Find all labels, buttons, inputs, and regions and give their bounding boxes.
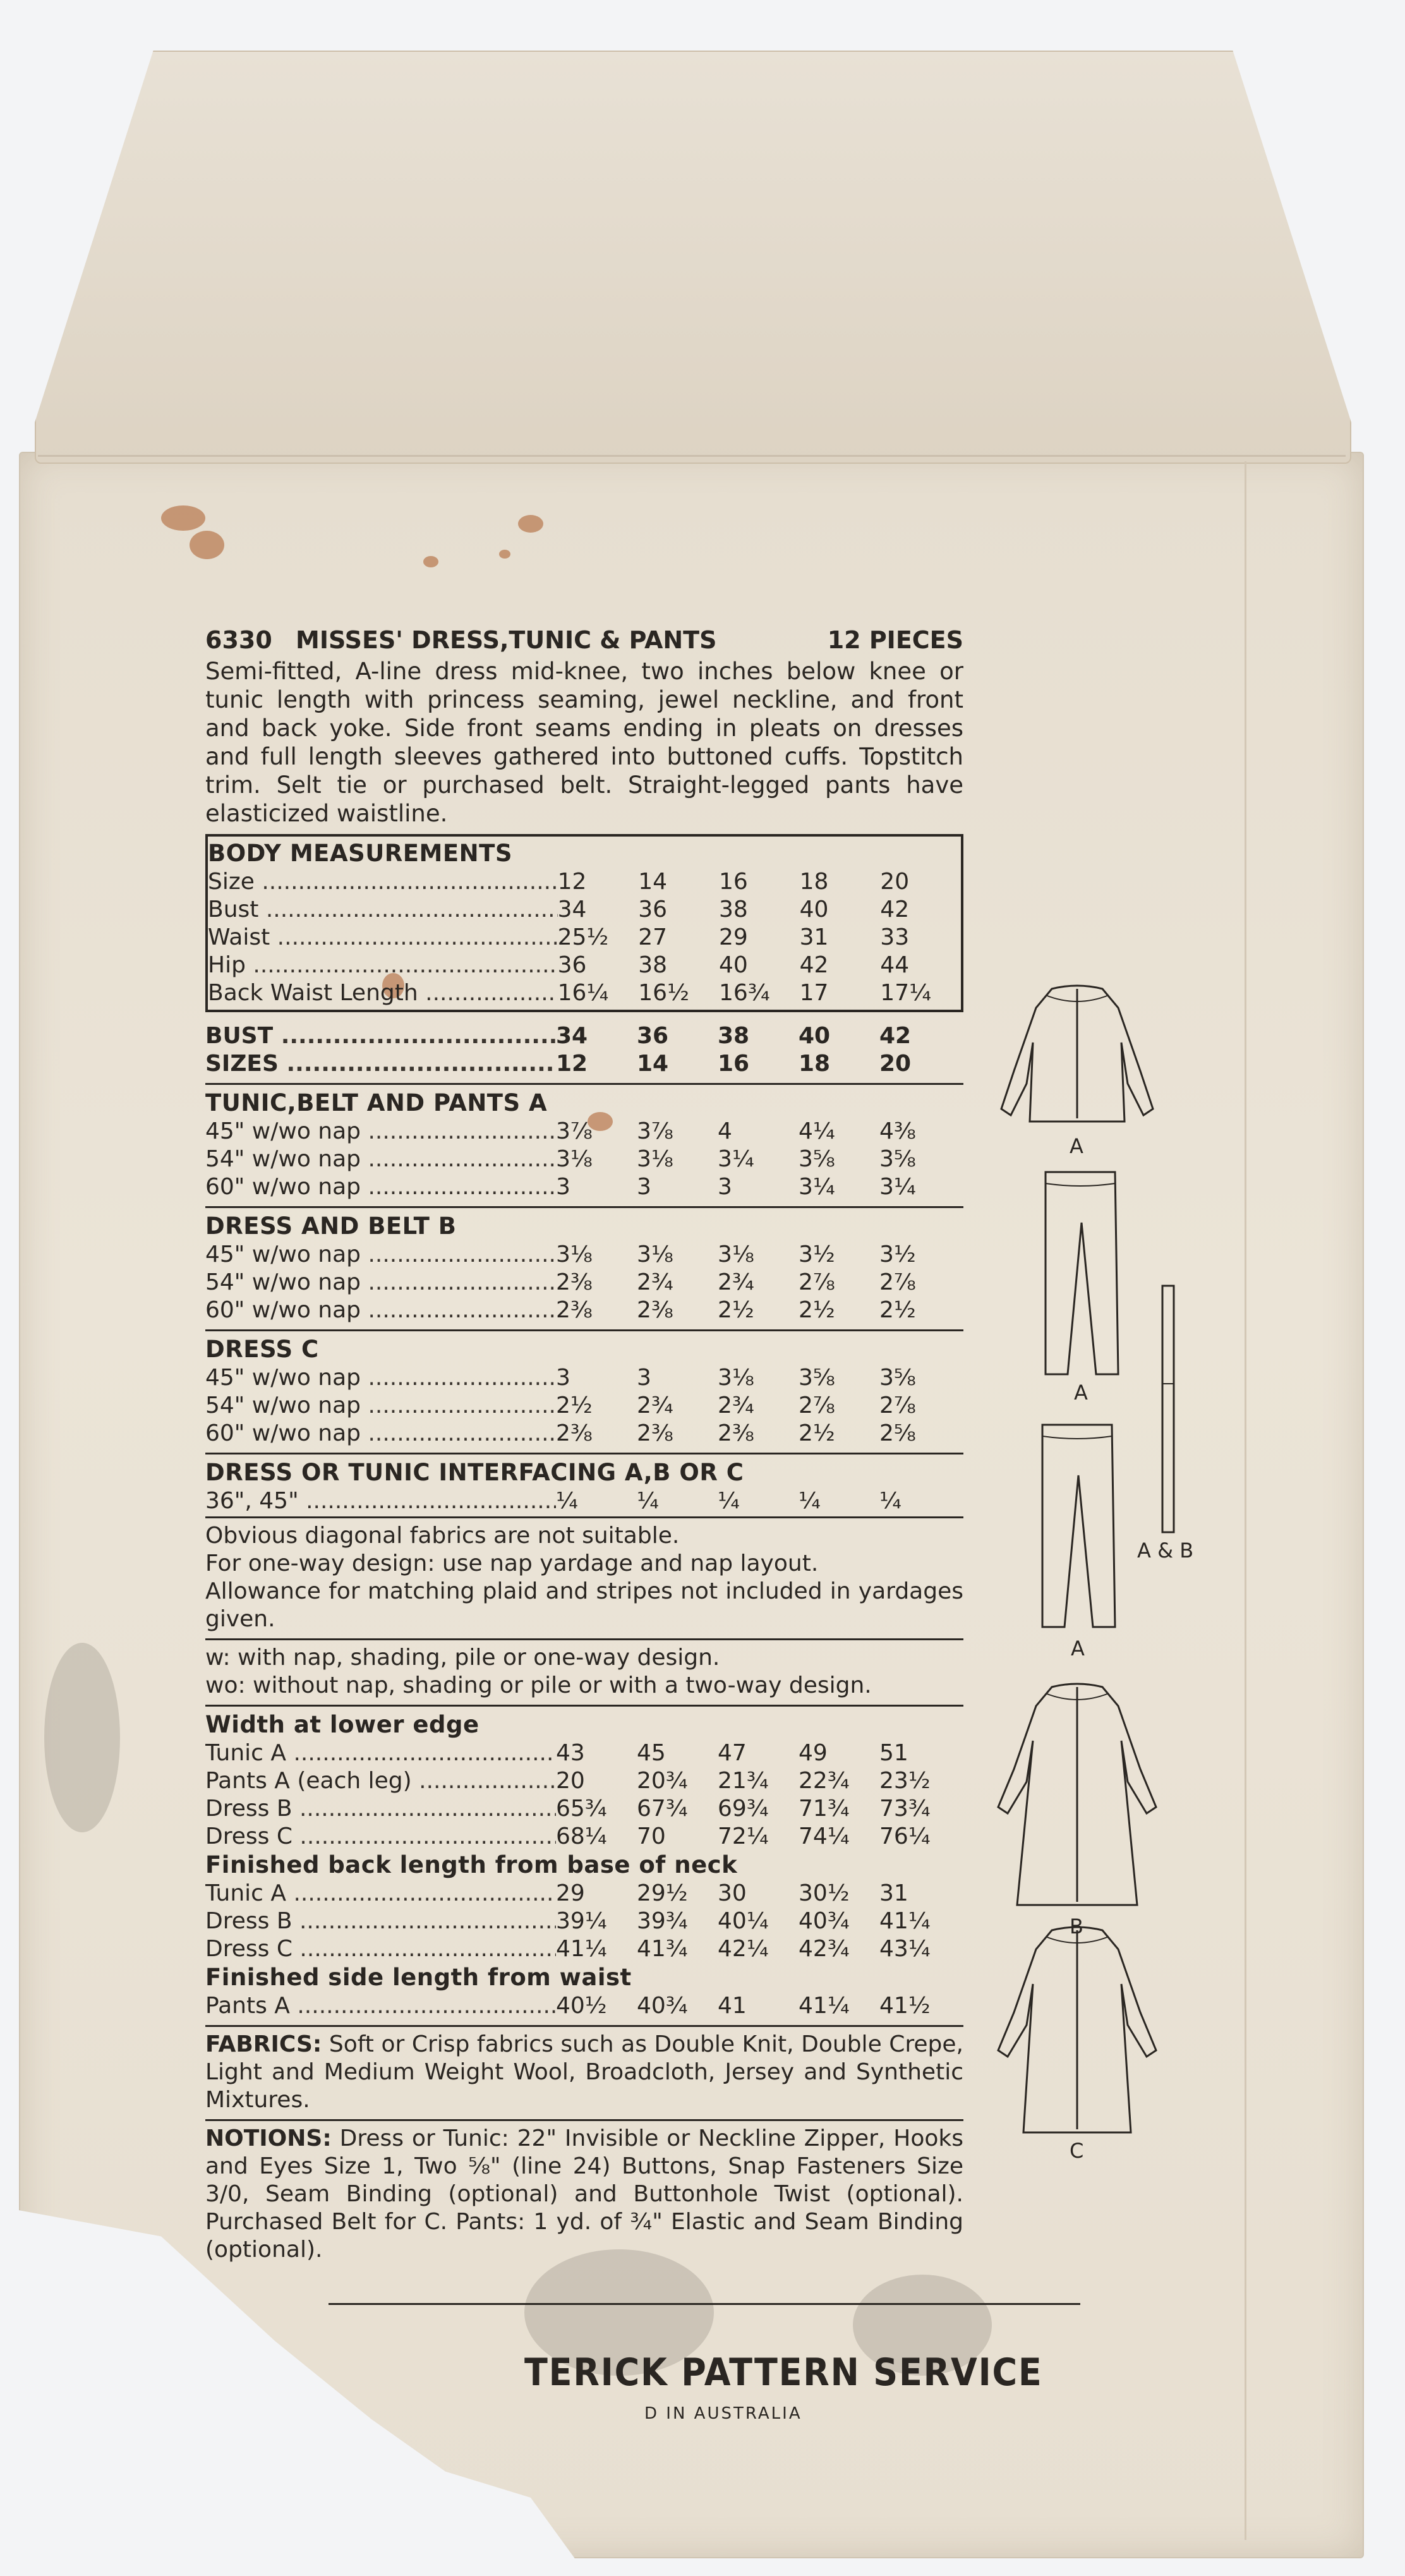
measurement-row-label: Size .....	[208, 868, 558, 897]
width-row-value: 67¾	[637, 1796, 688, 1822]
bust-size-row-value: 38	[718, 1023, 750, 1049]
measurement-row-value: 44	[880, 952, 910, 978]
back-length-row-value: 42¾	[799, 1936, 850, 1962]
side-length-title: Finished side length from waist	[205, 1964, 632, 1991]
pattern-title: MISSES' DRESS,TUNIC & PANTS	[296, 626, 717, 654]
back-length-row-value: 39¼	[556, 1908, 607, 1934]
bust-size-row	[205, 1050, 963, 1078]
width-row-value: 73¾	[879, 1796, 931, 1822]
plaid-note: Allowance for matching plaid and stripes not included in yardages given.	[205, 1578, 963, 1632]
yardage-row-value: 2⅜	[556, 1297, 593, 1323]
flap-crease	[38, 455, 1346, 457]
back-length-row-label: Dress B .....	[205, 1907, 556, 1936]
measurement-row-value: 16¼	[557, 980, 609, 1006]
yardage-row-value: 3⅛	[556, 1242, 593, 1267]
yardage-row-label: 60" w/wo nap .....	[205, 1173, 556, 1202]
yardage-row-value: 2½	[799, 1297, 835, 1323]
back-length-row-value: 30½	[799, 1880, 850, 1906]
back-length-row-value: 41¼	[879, 1908, 931, 1934]
width-row-value: 47	[718, 1740, 747, 1766]
figure-label: C	[1070, 2139, 1084, 2163]
divider	[205, 1083, 963, 1085]
yardage-row-label: 54" w/wo nap .....	[205, 1145, 556, 1174]
measurement-row-value: 40	[799, 897, 829, 922]
fabrics-body: Soft or Crisp fabrics such as Double Knit, Double Crepe, Light and Medium Weight Wool, Broadcloth, Jersey and Synthetic Mixtures.	[205, 2031, 963, 2113]
width-row-value: 76¼	[879, 1823, 931, 1849]
brand-name: TERICK PATTERN SERVICE	[524, 2350, 1043, 2395]
measurement-row-value: 42	[799, 952, 829, 978]
back-length-row-label: Dress C .....	[205, 1935, 556, 1964]
yardage-section-title: DRESS AND BELT B	[205, 1212, 457, 1240]
measurement-row-value: 18	[799, 869, 829, 895]
bust-size-row-value: 40	[799, 1023, 831, 1049]
side-length-row	[205, 1992, 963, 2020]
side-seam	[1245, 461, 1246, 2540]
figure-label: A & B	[1137, 1539, 1194, 1563]
yardage-row-value: 2¾	[637, 1269, 673, 1295]
divider	[205, 1453, 963, 1454]
yardage-row	[205, 1241, 963, 1269]
side-length-row-value: 41	[718, 1993, 747, 2019]
grime-stain	[44, 1643, 120, 1832]
dress-b-back-drawing	[982, 1681, 1172, 1914]
back-length-row-value: 41¾	[637, 1936, 688, 1962]
belt-drawing	[1159, 1283, 1178, 1535]
bust-size-row-value: 16	[718, 1051, 750, 1077]
side-length-row-value: 41¼	[799, 1993, 850, 2019]
measurement-row-value: 20	[880, 869, 910, 895]
yardage-row-value: 2¾	[718, 1269, 754, 1295]
notions-label: NOTIONS:	[205, 2126, 332, 2151]
divider	[205, 2025, 963, 2027]
bust-size-row-value: 34	[556, 1023, 588, 1049]
yardage-row-value: 2⅝	[879, 1420, 916, 1446]
measurement-row-label: Back Waist Length .....	[208, 979, 558, 1008]
yardage-row-label: 60" w/wo nap .....	[205, 1419, 556, 1448]
back-length-row-value: 43¼	[879, 1936, 931, 1962]
width-row-value: 45	[637, 1740, 666, 1766]
measurement-row	[208, 896, 961, 924]
yardage-row-label: 54" w/wo nap .....	[205, 1391, 556, 1420]
yardage-row-value: ¼	[799, 1488, 821, 1514]
side-length-row-label: Pants A .....	[205, 1992, 556, 2021]
width-row-value: 65¾	[556, 1796, 607, 1822]
back-length-row-value: 39¾	[637, 1908, 688, 1934]
measurement-row-value: 40	[718, 952, 748, 978]
measurement-row-value: 17	[799, 980, 829, 1006]
yardage-row	[205, 1173, 963, 1201]
side-length-row-value: 40½	[556, 1993, 607, 2019]
yardage-row-value: 3⅞	[556, 1118, 593, 1144]
measurement-row-value: 14	[638, 869, 668, 895]
rust-stain	[423, 556, 438, 567]
yardage-row-value: 2⅞	[879, 1393, 916, 1418]
back-length-row	[205, 1935, 963, 1963]
width-row-value: 74¼	[799, 1823, 850, 1849]
measurement-row-label: Hip .....	[208, 951, 558, 980]
divider	[205, 1638, 963, 1640]
yardage-row-value: 2⅞	[799, 1393, 835, 1418]
yardage-row-label: 45" w/wo nap .....	[205, 1240, 556, 1269]
width-row-value: 20	[556, 1768, 585, 1794]
yardage-row-value: ¼	[637, 1488, 659, 1514]
yardage-row-value: 3⅛	[637, 1146, 673, 1172]
yardage-row-value: 3⅝	[879, 1146, 916, 1172]
yardage-row-value: 4¼	[799, 1118, 835, 1144]
yardage-row-value: 4	[718, 1118, 732, 1144]
yardage-row-value: 2⅞	[879, 1269, 916, 1295]
bust-size-row-label: SIZES .....	[205, 1049, 556, 1079]
measurement-row	[208, 868, 961, 896]
divider	[205, 1516, 963, 1518]
pants-a-drawing-2	[1033, 1418, 1121, 1633]
measurement-row-value: 17¼	[880, 980, 931, 1006]
yardage-row	[205, 1392, 963, 1420]
bust-size-row	[205, 1022, 963, 1050]
yardage-row-value: ¼	[879, 1488, 901, 1514]
yardage-row-value: 3⅛	[718, 1242, 754, 1267]
width-row-value: 70	[637, 1823, 666, 1849]
bust-size-row-label: BUST .....	[205, 1022, 556, 1051]
yardage-row-label: 54" w/wo nap .....	[205, 1268, 556, 1297]
yardage-row-value: 3½	[799, 1242, 835, 1267]
yardage-row-value: 2⅜	[556, 1269, 593, 1295]
yardage-section-title: DRESS C	[205, 1336, 319, 1363]
yardage-row	[205, 1118, 963, 1146]
back-length-row-value: 41¼	[556, 1936, 607, 1962]
fabric-note: Obvious diagonal fabrics are not suitable.	[205, 1523, 680, 1549]
side-length-row-value: 40¾	[637, 1993, 688, 2019]
measurement-row-label: Bust .....	[208, 895, 558, 924]
width-row-value: 43	[556, 1740, 585, 1766]
notions-text	[205, 2125, 963, 2264]
back-length-row-value: 40¾	[799, 1908, 850, 1934]
yardage-row-value: 2¾	[637, 1393, 673, 1418]
width-row-value: 68¼	[556, 1823, 607, 1849]
width-row-value: 21¾	[718, 1768, 769, 1794]
measurement-row-value: 27	[638, 924, 668, 950]
yardage-row-value: 3	[637, 1365, 651, 1391]
back-length-row-value: 29	[556, 1880, 585, 1906]
yardage-section-title: DRESS OR TUNIC INTERFACING A,B OR C	[205, 1459, 744, 1486]
measurement-row-value: 12	[557, 869, 587, 895]
yardage-row-value: 2⅜	[637, 1420, 673, 1446]
bust-size-row-value: 12	[556, 1051, 588, 1077]
yardage-row-value: 4⅜	[879, 1118, 916, 1144]
pattern-header	[205, 626, 963, 655]
yardage-row-value: 2⅜	[637, 1297, 673, 1323]
back-length-row-value: 42¼	[718, 1936, 769, 1962]
measurement-row-value: 38	[638, 952, 668, 978]
yardage-row-value: 2½	[879, 1297, 916, 1323]
back-length-row-label: Tunic A .....	[205, 1879, 556, 1908]
rust-stain	[190, 531, 224, 559]
width-row-label: Tunic A .....	[205, 1739, 556, 1768]
pattern-pieces: 12 PIECES	[827, 626, 963, 654]
measurement-row-value: 31	[799, 924, 829, 950]
measurement-row	[208, 979, 961, 1007]
yardage-row-value: 2½	[799, 1420, 835, 1446]
measurement-row-value: 36	[557, 952, 587, 978]
yardage-row-value: 3	[718, 1174, 732, 1200]
yardage-row-value: 2⅞	[799, 1269, 835, 1295]
yardage-row-value: ¼	[718, 1488, 740, 1514]
measurement-row-value: 16¾	[718, 980, 770, 1006]
measurement-row-value: 33	[880, 924, 910, 950]
yardage-row-value: 3	[637, 1174, 651, 1200]
pattern-info	[205, 626, 963, 2264]
width-row-value: 20¾	[637, 1768, 688, 1794]
measurement-row-label: Waist .....	[208, 923, 558, 952]
yardage-row-value: 3¼	[879, 1174, 916, 1200]
yardage-row-value: 3½	[879, 1242, 916, 1267]
body-measurements-table	[205, 834, 963, 1012]
yardage-row-value: 3	[556, 1174, 570, 1200]
fabrics-label: FABRICS:	[205, 2031, 322, 2057]
yardage-section-title: TUNIC,BELT AND PANTS A	[205, 1089, 548, 1116]
back-length-row	[205, 1908, 963, 1935]
width-row-value: 51	[879, 1740, 908, 1766]
yardage-row	[205, 1487, 963, 1515]
width-row-value: 69¾	[718, 1796, 769, 1822]
figure-label: B	[1070, 1914, 1083, 1938]
measurement-row-value: 34	[557, 897, 587, 922]
body-measurements-title: BODY MEASUREMENTS	[208, 840, 512, 867]
pants-a-drawing-1	[1036, 1166, 1125, 1381]
rust-stain	[518, 515, 543, 533]
tunic-a-back-drawing	[982, 983, 1172, 1134]
yardage-row-label: 36", 45" .....	[205, 1487, 556, 1516]
divider	[205, 1206, 963, 1208]
bust-size-row-value: 36	[637, 1023, 669, 1049]
yardage-row-value: 3⅝	[799, 1365, 835, 1391]
back-length-row	[205, 1880, 963, 1908]
width-row-value: 22¾	[799, 1768, 850, 1794]
dress-c-back-drawing	[982, 1924, 1172, 2139]
measurement-row-value: 38	[718, 897, 748, 922]
back-length-row-value: 30	[718, 1880, 747, 1906]
width-row-label: Pants A (each leg) .....	[205, 1767, 556, 1796]
side-length-row-value: 41½	[879, 1993, 931, 2019]
width-lower-edge-title: Width at lower edge	[205, 1711, 479, 1738]
width-row-value: 23½	[879, 1768, 931, 1794]
yardage-row-label: 45" w/wo nap .....	[205, 1117, 556, 1146]
yardage-row	[205, 1364, 963, 1392]
divider	[205, 1329, 963, 1331]
width-row-value: 49	[799, 1740, 828, 1766]
printed-in: D IN AUSTRALIA	[644, 2404, 802, 2423]
yardage-row-value: 3⅛	[718, 1365, 754, 1391]
envelope-flap	[35, 51, 1351, 464]
divider	[205, 1705, 963, 1707]
yardage-row-value: 3¼	[799, 1174, 835, 1200]
bust-size-row-value: 14	[637, 1051, 669, 1077]
yardage-row-value: 2⅜	[556, 1420, 593, 1446]
yardage-row-value: 2⅜	[718, 1420, 754, 1446]
figure-label: A	[1071, 1636, 1085, 1660]
fabrics-text	[205, 2031, 963, 2114]
width-row	[205, 1823, 963, 1851]
yardage-row-value: 3¼	[718, 1146, 754, 1172]
measurement-row-value: 36	[638, 897, 668, 922]
width-row-label: Dress C .....	[205, 1822, 556, 1851]
back-length-row-value: 31	[879, 1880, 908, 1906]
one-way-note: For one-way design: use nap yardage and nap layout.	[205, 1551, 819, 1576]
rust-stain	[161, 505, 205, 531]
yardage-row-value: 2¾	[718, 1393, 754, 1418]
measurement-row	[208, 924, 961, 952]
measurement-row-value: 16½	[638, 980, 689, 1006]
bust-size-row-value: 42	[879, 1023, 912, 1049]
width-row	[205, 1795, 963, 1823]
notions-body: Dress or Tunic: 22" Invisible or Neckline Zipper, Hooks and Eyes Size 1, Two ⅝" (line 24) Buttons, Snap Fasteners Size 3/0, Seam Binding (optional) and Buttonhole Twist (optional). Purchased Belt for C. Pants: 1 yd. of ¾" Elastic and Seam Binding (optional).	[205, 2126, 963, 2263]
yardage-row-value: ¼	[556, 1488, 578, 1514]
footer-rule	[329, 2303, 1080, 2305]
yardage-row-value: 3⅝	[799, 1146, 835, 1172]
yardage-row-value: 3⅞	[637, 1118, 673, 1144]
yardage-row-label: 60" w/wo nap .....	[205, 1296, 556, 1325]
yardage-row	[205, 1297, 963, 1324]
back-length-row-value: 29½	[637, 1880, 688, 1906]
bust-size-row-value: 20	[879, 1051, 912, 1077]
yardage-row-value: 3⅛	[556, 1146, 593, 1172]
measurement-row	[208, 952, 961, 979]
width-row-label: Dress B .....	[205, 1794, 556, 1823]
nap-w-note: w: with nap, shading, pile or one-way design.	[205, 1645, 720, 1671]
yardage-row	[205, 1420, 963, 1448]
nap-wo-note: wo: without nap, shading or pile or with a two-way design.	[205, 1672, 872, 1698]
figure-label: A	[1074, 1381, 1088, 1405]
yardage-row	[205, 1146, 963, 1173]
measurement-row-value: 25½	[557, 924, 609, 950]
yardage-row-label: 45" w/wo nap .....	[205, 1364, 556, 1393]
back-length-row-value: 40¼	[718, 1908, 769, 1934]
yardage-row-value: 3⅛	[637, 1242, 673, 1267]
yardage-row-value: 2½	[718, 1297, 754, 1323]
back-length-title: Finished back length from base of neck	[205, 1851, 738, 1878]
measurement-row-value: 42	[880, 897, 910, 922]
pattern-number: 6330	[205, 626, 272, 654]
divider	[205, 2119, 963, 2121]
width-row	[205, 1767, 963, 1795]
yardage-row	[205, 1269, 963, 1297]
width-row	[205, 1739, 963, 1767]
pattern-description: Semi-fitted, A-line dress mid-knee, two inches below knee or tunic length with princess seaming, jewel neckline, and front and back yoke. Side front seams ending in pleats on dresses and full length sleeves gathered into buttoned cuffs. Topstitch trim. Selt tie or purchased belt. Straight-legged pants have elasticized waistline.	[205, 658, 963, 827]
yardage-row-value: 3	[556, 1365, 570, 1391]
yardage-row-value: 2½	[556, 1393, 593, 1418]
measurement-row-value: 29	[718, 924, 748, 950]
width-row-value: 71¾	[799, 1796, 850, 1822]
figure-label: A	[1070, 1134, 1083, 1158]
yardage-row-value: 3⅝	[879, 1365, 916, 1391]
measurement-row-value: 16	[718, 869, 748, 895]
width-row-value: 72¼	[718, 1823, 769, 1849]
rust-stain	[499, 550, 510, 559]
bust-size-row-value: 18	[799, 1051, 831, 1077]
